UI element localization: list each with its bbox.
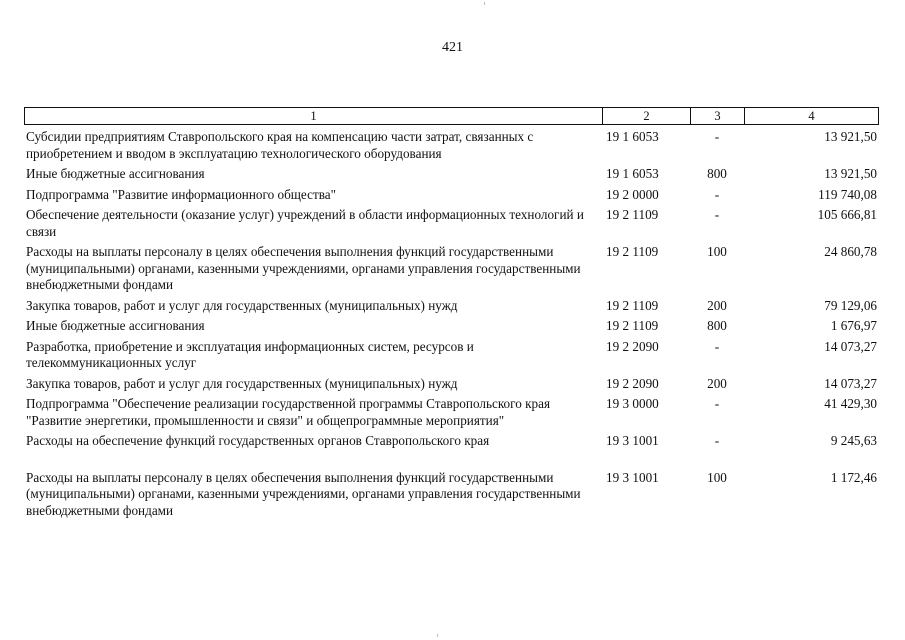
expense-type: - <box>714 186 720 202</box>
table-row <box>24 207 879 240</box>
expense-type: - <box>714 396 720 411</box>
target-code: 19 1 6053 <box>606 129 659 144</box>
table-row <box>24 187 879 204</box>
table-row <box>24 433 879 450</box>
expense-type: - <box>714 207 720 222</box>
page-number: 421 <box>442 40 463 55</box>
amount: 14 073,27 <box>824 338 877 354</box>
table-row <box>24 129 879 162</box>
table-row <box>24 339 879 372</box>
expense-name: Подпрограмма "Развитие информационного общества" <box>26 186 337 202</box>
expense-name: Разработка, приобретение и эксплуатация информационных систем, ресурсов и телекоммуникационных услуг <box>26 338 474 370</box>
target-code: 19 2 1109 <box>606 318 659 333</box>
target-code: 19 2 1109 <box>606 297 659 313</box>
expense-name: Расходы на обеспечение функций государственных органов Ставропольского края <box>26 433 490 448</box>
expense-name: Иные бюджетные ассигнования <box>26 318 205 333</box>
amount: 119 740,08 <box>818 186 877 202</box>
expense-name: Закупка товаров, работ и услуг для государственных (муниципальных) нужд <box>26 375 458 391</box>
table-row <box>24 298 879 315</box>
expense-name: Расходы на выплаты персоналу в целях обеспечения выполнения функций государственными (муниципальными) органами, казенными учреждениями, органами управления государственными внебюджетными фондами <box>26 469 581 518</box>
table-row <box>24 318 879 335</box>
expense-type: 800 <box>707 318 727 333</box>
target-code: 19 3 1001 <box>606 469 659 485</box>
table-header <box>24 107 879 125</box>
target-code: 19 2 1109 <box>606 244 659 259</box>
target-code: 19 2 2090 <box>606 375 659 391</box>
target-code: 19 3 0000 <box>606 396 659 411</box>
amount: 105 666,81 <box>817 207 877 222</box>
amount: 13 921,50 <box>824 166 877 181</box>
target-code: 19 3 1001 <box>606 433 659 448</box>
expense-name: Субсидии предприятиям Ставропольского края на компенсацию части затрат, связанных с приобретением и вводом в эксплуатацию технологического оборудования <box>26 129 534 161</box>
header-cell-4: 4 <box>744 107 879 125</box>
expense-type: 200 <box>707 375 727 391</box>
expense-type: 200 <box>707 297 727 313</box>
amount: 41 429,30 <box>824 396 877 411</box>
expense-type: 800 <box>707 166 727 181</box>
header-cell-1: 1 <box>24 107 602 125</box>
amount: 1 676,97 <box>830 318 877 333</box>
table-row <box>24 244 879 294</box>
expense-type: 100 <box>707 469 727 485</box>
expense-name: Расходы на выплаты персоналу в целях обеспечения выполнения функций государственными (муниципальными) органами, казенными учреждениями, органами управления государственными внебюджетными фондами <box>26 244 581 292</box>
expense-name: Подпрограмма "Обеспечение реализации государственной программы Ставропольского края "Развитие энергетики, промышленности и связи" и общепрограммные мероприятия" <box>26 396 551 428</box>
table-row <box>24 396 879 429</box>
amount: 13 921,50 <box>824 129 877 144</box>
amount: 9 245,63 <box>830 433 877 448</box>
scan-speck <box>437 634 438 637</box>
budget-table <box>24 107 879 523</box>
amount: 24 860,78 <box>824 244 877 259</box>
expense-name: Обеспечение деятельности (оказание услуг) учреждений в области информационных технологий и связи <box>26 207 584 239</box>
expense-type: - <box>714 338 720 354</box>
amount: 79 129,06 <box>824 297 877 313</box>
expense-type: - <box>714 129 720 144</box>
expense-name: Закупка товаров, работ и услуг для государственных (муниципальных) нужд <box>26 297 458 313</box>
amount: 1 172,46 <box>830 469 877 485</box>
table-row <box>24 376 879 393</box>
table-row <box>24 470 879 520</box>
target-code: 19 2 0000 <box>606 186 659 202</box>
header-cell-2: 2 <box>602 107 690 125</box>
expense-name: Иные бюджетные ассигнования <box>26 166 205 181</box>
scan-speck <box>484 2 485 5</box>
target-code: 19 2 1109 <box>606 207 659 222</box>
amount: 14 073,27 <box>824 375 877 391</box>
target-code: 19 2 2090 <box>606 338 659 354</box>
table-row <box>24 166 879 183</box>
expense-type: - <box>714 433 720 448</box>
header-cell-3: 3 <box>690 107 744 125</box>
target-code: 19 1 6053 <box>606 166 659 181</box>
expense-type: 100 <box>707 244 727 259</box>
